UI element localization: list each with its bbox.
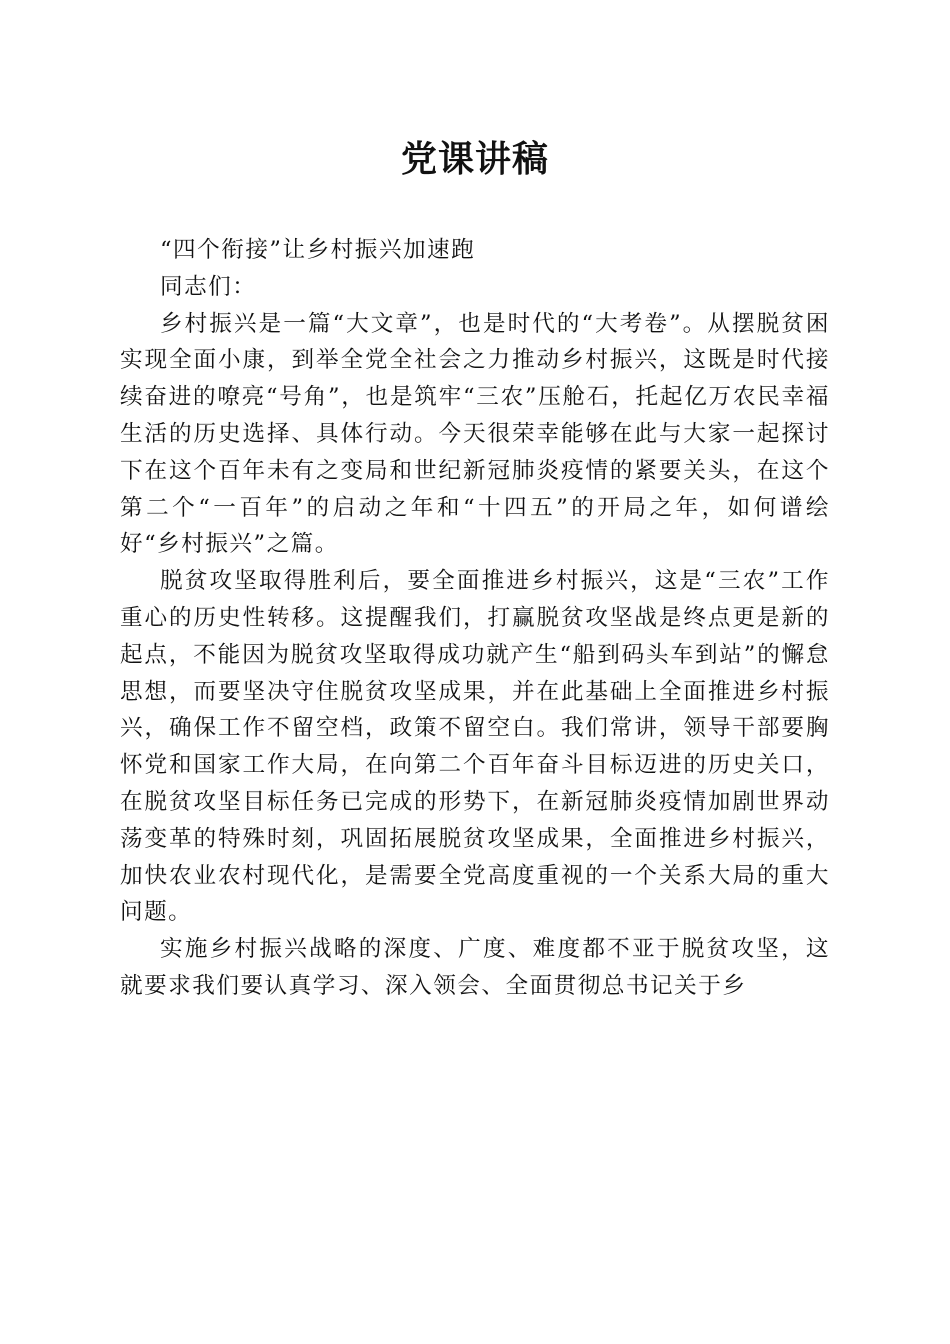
salutation: 同志们： [160,273,257,300]
body-paragraph-3: 实施乡村振兴战略的深度、广度、难度都不亚于脱贫攻坚，这就要求我们要认真学习、深入领会、全面贯彻总书记关于乡 [120,936,830,999]
body-paragraph-1: 乡村振兴是一篇“大文章”，也是时代的“大考卷”。从摆脱贫困实现全面小康，到举全党全社会之力推动乡村振兴，这既是时代接续奋进的嘹亮“号角”，也是筑牢“三农”压舱石，托起亿万农民幸福生活的历史选择、具体行动。今天很荣幸能够在此与大家一起探讨下在这个百年未有之变局和世纪新冠肺炎疫情的紧要关头，在这个第二个“一百年”的启动之年和“十四五”的开局之年，如何谱绘好“乡村振兴”之篇。 [120,310,830,558]
body-paragraph-2: 脱贫攻坚取得胜利后，要全面推进乡村振兴，这是“三农”工作重心的历史性转移。这提醒我们，打赢脱贫攻坚战是终点更是新的起点，不能因为脱贫攻坚取得成功就产生“船到码头车到站”的懈怠思想，而要坚决守住脱贫攻坚成果，并在此基础上全面推进乡村振兴，确保工作不留空档，政策不留空白。我们常讲，领导干部要胸怀党和国家工作大局，在向第二个百年奋斗目标迈进的历史关口，在脱贫攻坚目标任务已完成的形势下，在新冠肺炎疫情加剧世界动荡变革的特殊时刻，巩固拓展脱贫攻坚成果，全面推进乡村振兴，加快农业农村现代化，是需要全党高度重视的一个关系大局的重大问题。 [120,568,830,926]
document-body [120,232,830,1005]
document-subtitle: “四个衔接”让乡村振兴加速跑 [160,237,476,263]
document-title: 党课讲稿 [400,138,549,180]
